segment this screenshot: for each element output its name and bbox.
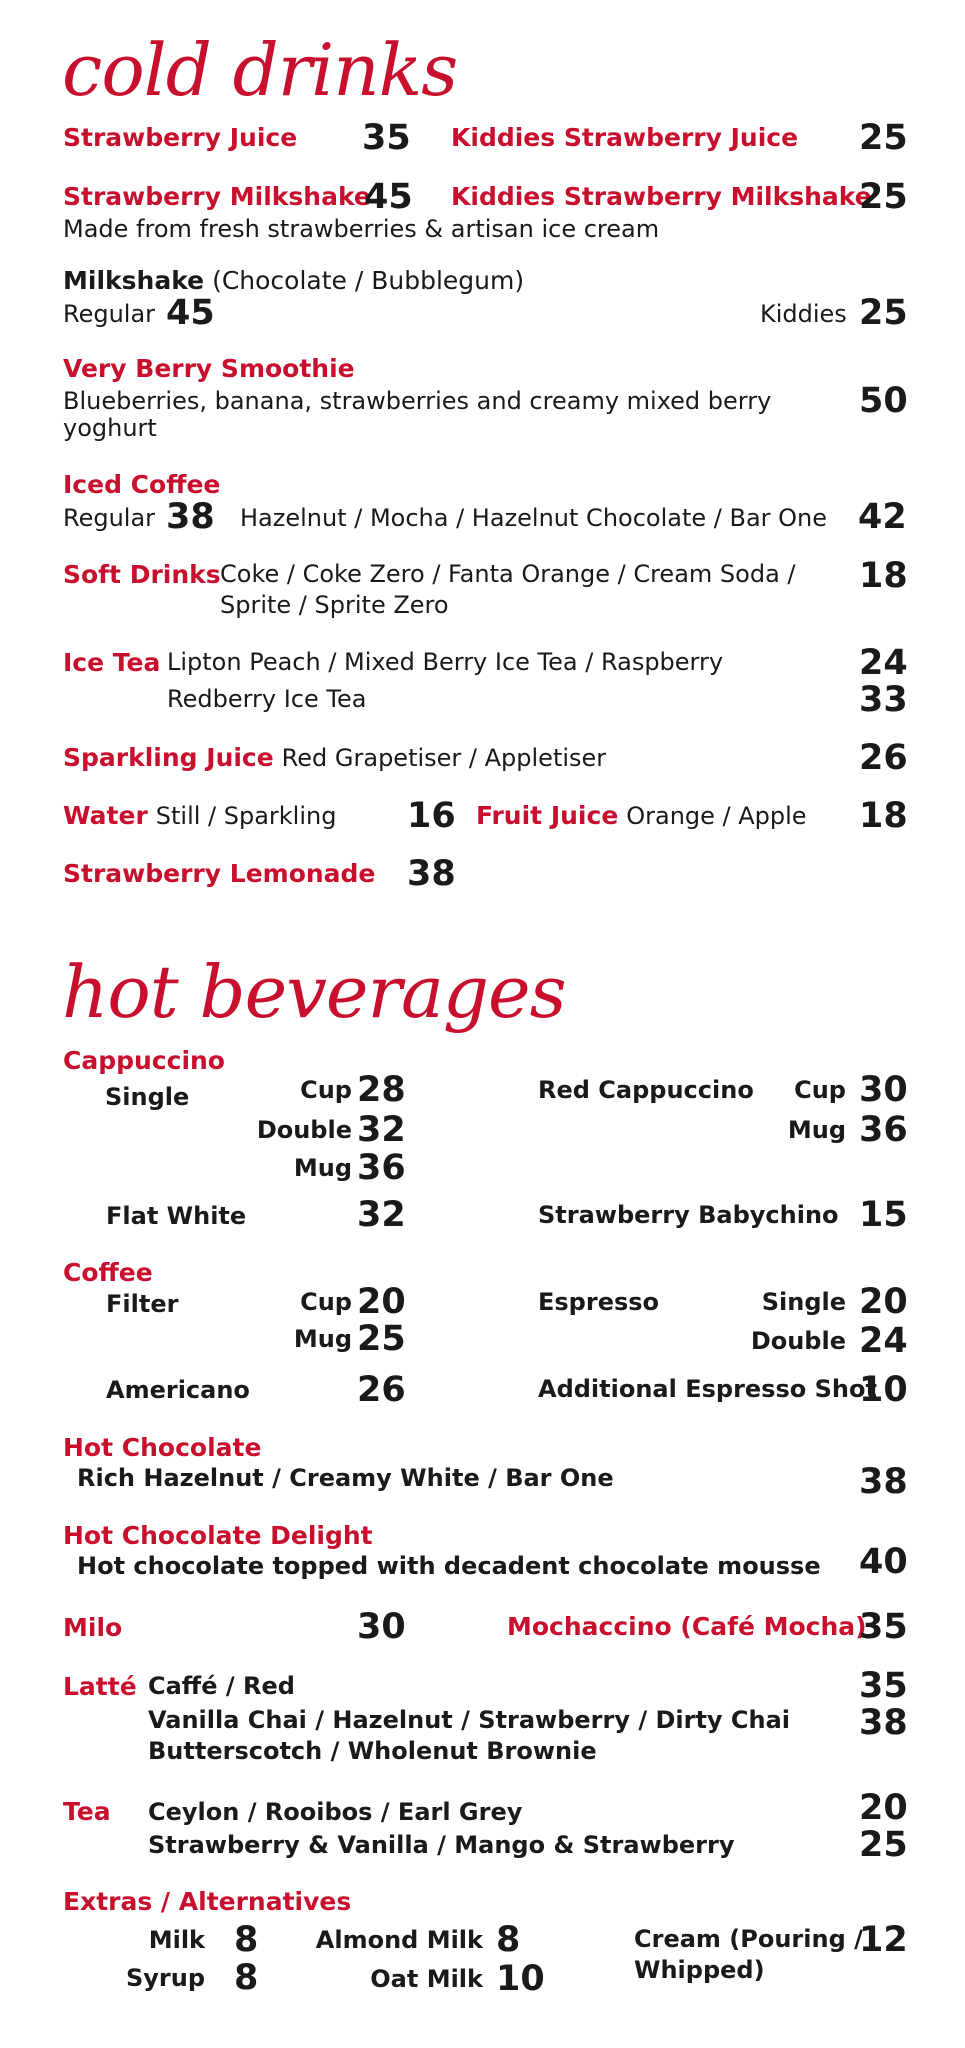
sparkling-juice-name: Sparkling Juice — [63, 743, 274, 772]
cream-label-2: Whipped) — [634, 1956, 765, 1984]
cappuccino-cup-label: Cup — [300, 1076, 352, 1104]
sparkling-juice-options: Red Grapetiser / Appletiser — [281, 744, 607, 772]
sparkling-juice-item — [63, 743, 606, 772]
coffee-mug-label: Mug — [293, 1325, 352, 1353]
tea-name: Tea — [63, 1797, 111, 1826]
tea-price-2: 25 — [859, 1825, 908, 1865]
milkshake-kiddies-price: 25 — [859, 293, 908, 333]
iced-coffee-flavours-price: 42 — [858, 497, 907, 537]
hot-chocolate-price: 38 — [859, 1462, 908, 1502]
soft-drinks-options-2: Sprite / Sprite Zero — [220, 591, 449, 619]
cappuccino-cup-price: 28 — [357, 1070, 406, 1110]
ice-tea-options-1: Lipton Peach / Mixed Berry Ice Tea / Raspberry — [167, 648, 724, 676]
cappuccino-double-label: Double — [256, 1116, 352, 1144]
strawberry-milkshake-price: 45 — [364, 177, 413, 217]
coffee-mug-price: 25 — [357, 1319, 406, 1359]
soft-drinks-name: Soft Drinks — [63, 560, 221, 589]
red-cappuccino-mug-price: 36 — [859, 1110, 908, 1150]
strawberry-milkshake-name: Strawberry Milkshake — [63, 182, 371, 211]
additional-espresso-shot-price: 10 — [859, 1370, 908, 1410]
red-cappuccino-cup-label: Cup — [794, 1076, 846, 1104]
milkshake-options: (Chocolate / Bubblegum) — [212, 266, 525, 295]
americano-name: Americano — [106, 1376, 250, 1404]
latte-price-2: 38 — [859, 1703, 908, 1743]
strawberry-juice-price: 35 — [362, 118, 411, 158]
milo-name: Milo — [63, 1613, 123, 1642]
almond-milk-label: Almond Milk — [315, 1926, 483, 1954]
milkshake-kiddies-label: Kiddies — [760, 300, 847, 328]
soft-drinks-price: 18 — [859, 556, 908, 596]
cappuccino-mug-price: 36 — [357, 1148, 406, 1188]
fruit-juice-item — [476, 801, 807, 830]
hot-chocolate-delight-description: Hot chocolate topped with decadent chocolate mousse — [77, 1552, 821, 1580]
mochaccino-name: Mochaccino (Café Mocha) — [507, 1612, 867, 1641]
kiddies-strawberry-milkshake-name: Kiddies Strawberry Milkshake — [451, 182, 872, 211]
strawberry-lemonade-name: Strawberry Lemonade — [63, 859, 376, 888]
cappuccino-single-label: Single — [105, 1083, 190, 1111]
tea-options-1: Ceylon / Rooibos / Earl Grey — [148, 1798, 523, 1826]
iced-coffee-regular-label: Regular — [63, 504, 156, 532]
americano-price: 26 — [357, 1370, 406, 1410]
ice-tea-options-2: Redberry Ice Tea — [167, 685, 367, 713]
ice-tea-price-2: 33 — [859, 680, 908, 720]
sparkling-juice-price: 26 — [859, 738, 908, 778]
espresso-name: Espresso — [538, 1288, 660, 1316]
hot-beverages-heading: hot beverages — [62, 950, 566, 1034]
water-name: Water — [63, 801, 148, 830]
water-price: 16 — [407, 796, 456, 836]
coffee-name: Coffee — [63, 1258, 153, 1287]
espresso-double-label: Double — [750, 1327, 846, 1355]
smoothie-price: 50 — [859, 381, 908, 421]
iced-coffee-name: Iced Coffee — [63, 470, 221, 499]
fruit-juice-options: Orange / Apple — [626, 802, 807, 830]
milkshake-item — [63, 266, 524, 295]
red-cappuccino-mug-label: Mug — [787, 1116, 846, 1144]
milk-label: Milk — [148, 1926, 205, 1954]
milk-price: 8 — [234, 1920, 259, 1960]
smoothie-description-2: yoghurt — [63, 414, 157, 442]
kiddies-strawberry-juice-price: 25 — [859, 118, 908, 158]
very-berry-smoothie-name: Very Berry Smoothie — [63, 354, 355, 383]
latte-options-2: Vanilla Chai / Hazelnut / Strawberry / Dirty Chai — [148, 1706, 791, 1734]
red-cappuccino-cup-price: 30 — [859, 1070, 908, 1110]
kiddies-strawberry-milkshake-price: 25 — [859, 177, 908, 217]
latte-price-1: 35 — [859, 1666, 908, 1706]
oat-milk-price: 10 — [496, 1959, 545, 1999]
espresso-double-price: 24 — [859, 1321, 908, 1361]
milkshake-description: Made from fresh strawberries & artisan ice cream — [63, 215, 660, 243]
smoothie-description-1: Blueberries, banana, strawberries and creamy mixed berry — [63, 387, 772, 415]
tea-options-2: Strawberry & Vanilla / Mango & Strawberry — [148, 1831, 735, 1859]
milkshake-name: Milkshake — [63, 266, 205, 295]
cappuccino-double-price: 32 — [357, 1110, 406, 1150]
tea-price-1: 20 — [859, 1788, 908, 1828]
mochaccino-price: 35 — [859, 1607, 908, 1647]
soft-drinks-options-1: Coke / Coke Zero / Fanta Orange / Cream Soda / — [220, 560, 796, 588]
milkshake-regular-label: Regular — [63, 300, 156, 328]
cappuccino-mug-label: Mug — [293, 1154, 352, 1182]
ice-tea-price-1: 24 — [859, 643, 908, 683]
strawberry-lemonade-price: 38 — [407, 854, 456, 894]
cream-label-1: Cream (Pouring / — [634, 1925, 863, 1953]
hot-chocolate-delight-name: Hot Chocolate Delight — [63, 1521, 373, 1550]
strawberry-babychino-name: Strawberry Babychino — [538, 1201, 839, 1229]
coffee-cup-label: Cup — [300, 1288, 352, 1316]
flat-white-name: Flat White — [106, 1202, 247, 1230]
strawberry-juice-name: Strawberry Juice — [63, 123, 298, 152]
latte-options-1: Caffé / Red — [148, 1672, 295, 1700]
water-options: Still / Sparkling — [155, 802, 337, 830]
cold-drinks-heading: cold drinks — [62, 28, 458, 112]
hot-chocolate-delight-price: 40 — [859, 1542, 908, 1582]
espresso-single-price: 20 — [859, 1282, 908, 1322]
strawberry-babychino-price: 15 — [859, 1195, 908, 1235]
milkshake-regular-price: 45 — [166, 293, 215, 333]
almond-milk-price: 8 — [496, 1920, 521, 1960]
hot-chocolate-options: Rich Hazelnut / Creamy White / Bar One — [77, 1464, 614, 1492]
flat-white-price: 32 — [357, 1195, 406, 1235]
extras-heading: Extras / Alternatives — [63, 1887, 352, 1916]
red-cappuccino-name: Red Cappuccino — [538, 1076, 754, 1104]
iced-coffee-regular-price: 38 — [166, 497, 215, 537]
fruit-juice-price: 18 — [859, 796, 908, 836]
coffee-filter-label: Filter — [106, 1290, 179, 1318]
oat-milk-label: Oat Milk — [370, 1965, 483, 1993]
syrup-label: Syrup — [125, 1964, 205, 1992]
additional-espresso-shot-name: Additional Espresso Shot — [538, 1375, 877, 1403]
milo-price: 30 — [357, 1607, 406, 1647]
latte-options-3: Butterscotch / Wholenut Brownie — [148, 1737, 597, 1765]
kiddies-strawberry-juice-name: Kiddies Strawberry Juice — [451, 123, 799, 152]
cappuccino-name: Cappuccino — [63, 1046, 225, 1075]
syrup-price: 8 — [234, 1958, 259, 1998]
latte-name: Latté — [63, 1672, 137, 1701]
water-item — [63, 801, 336, 830]
ice-tea-name: Ice Tea — [63, 648, 161, 677]
hot-chocolate-name: Hot Chocolate — [63, 1433, 262, 1462]
espresso-single-label: Single — [761, 1288, 846, 1316]
cream-price: 12 — [859, 1920, 908, 1960]
coffee-cup-price: 20 — [357, 1282, 406, 1322]
iced-coffee-flavours: Hazelnut / Mocha / Hazelnut Chocolate / Bar One — [240, 504, 828, 532]
fruit-juice-name: Fruit Juice — [476, 801, 619, 830]
